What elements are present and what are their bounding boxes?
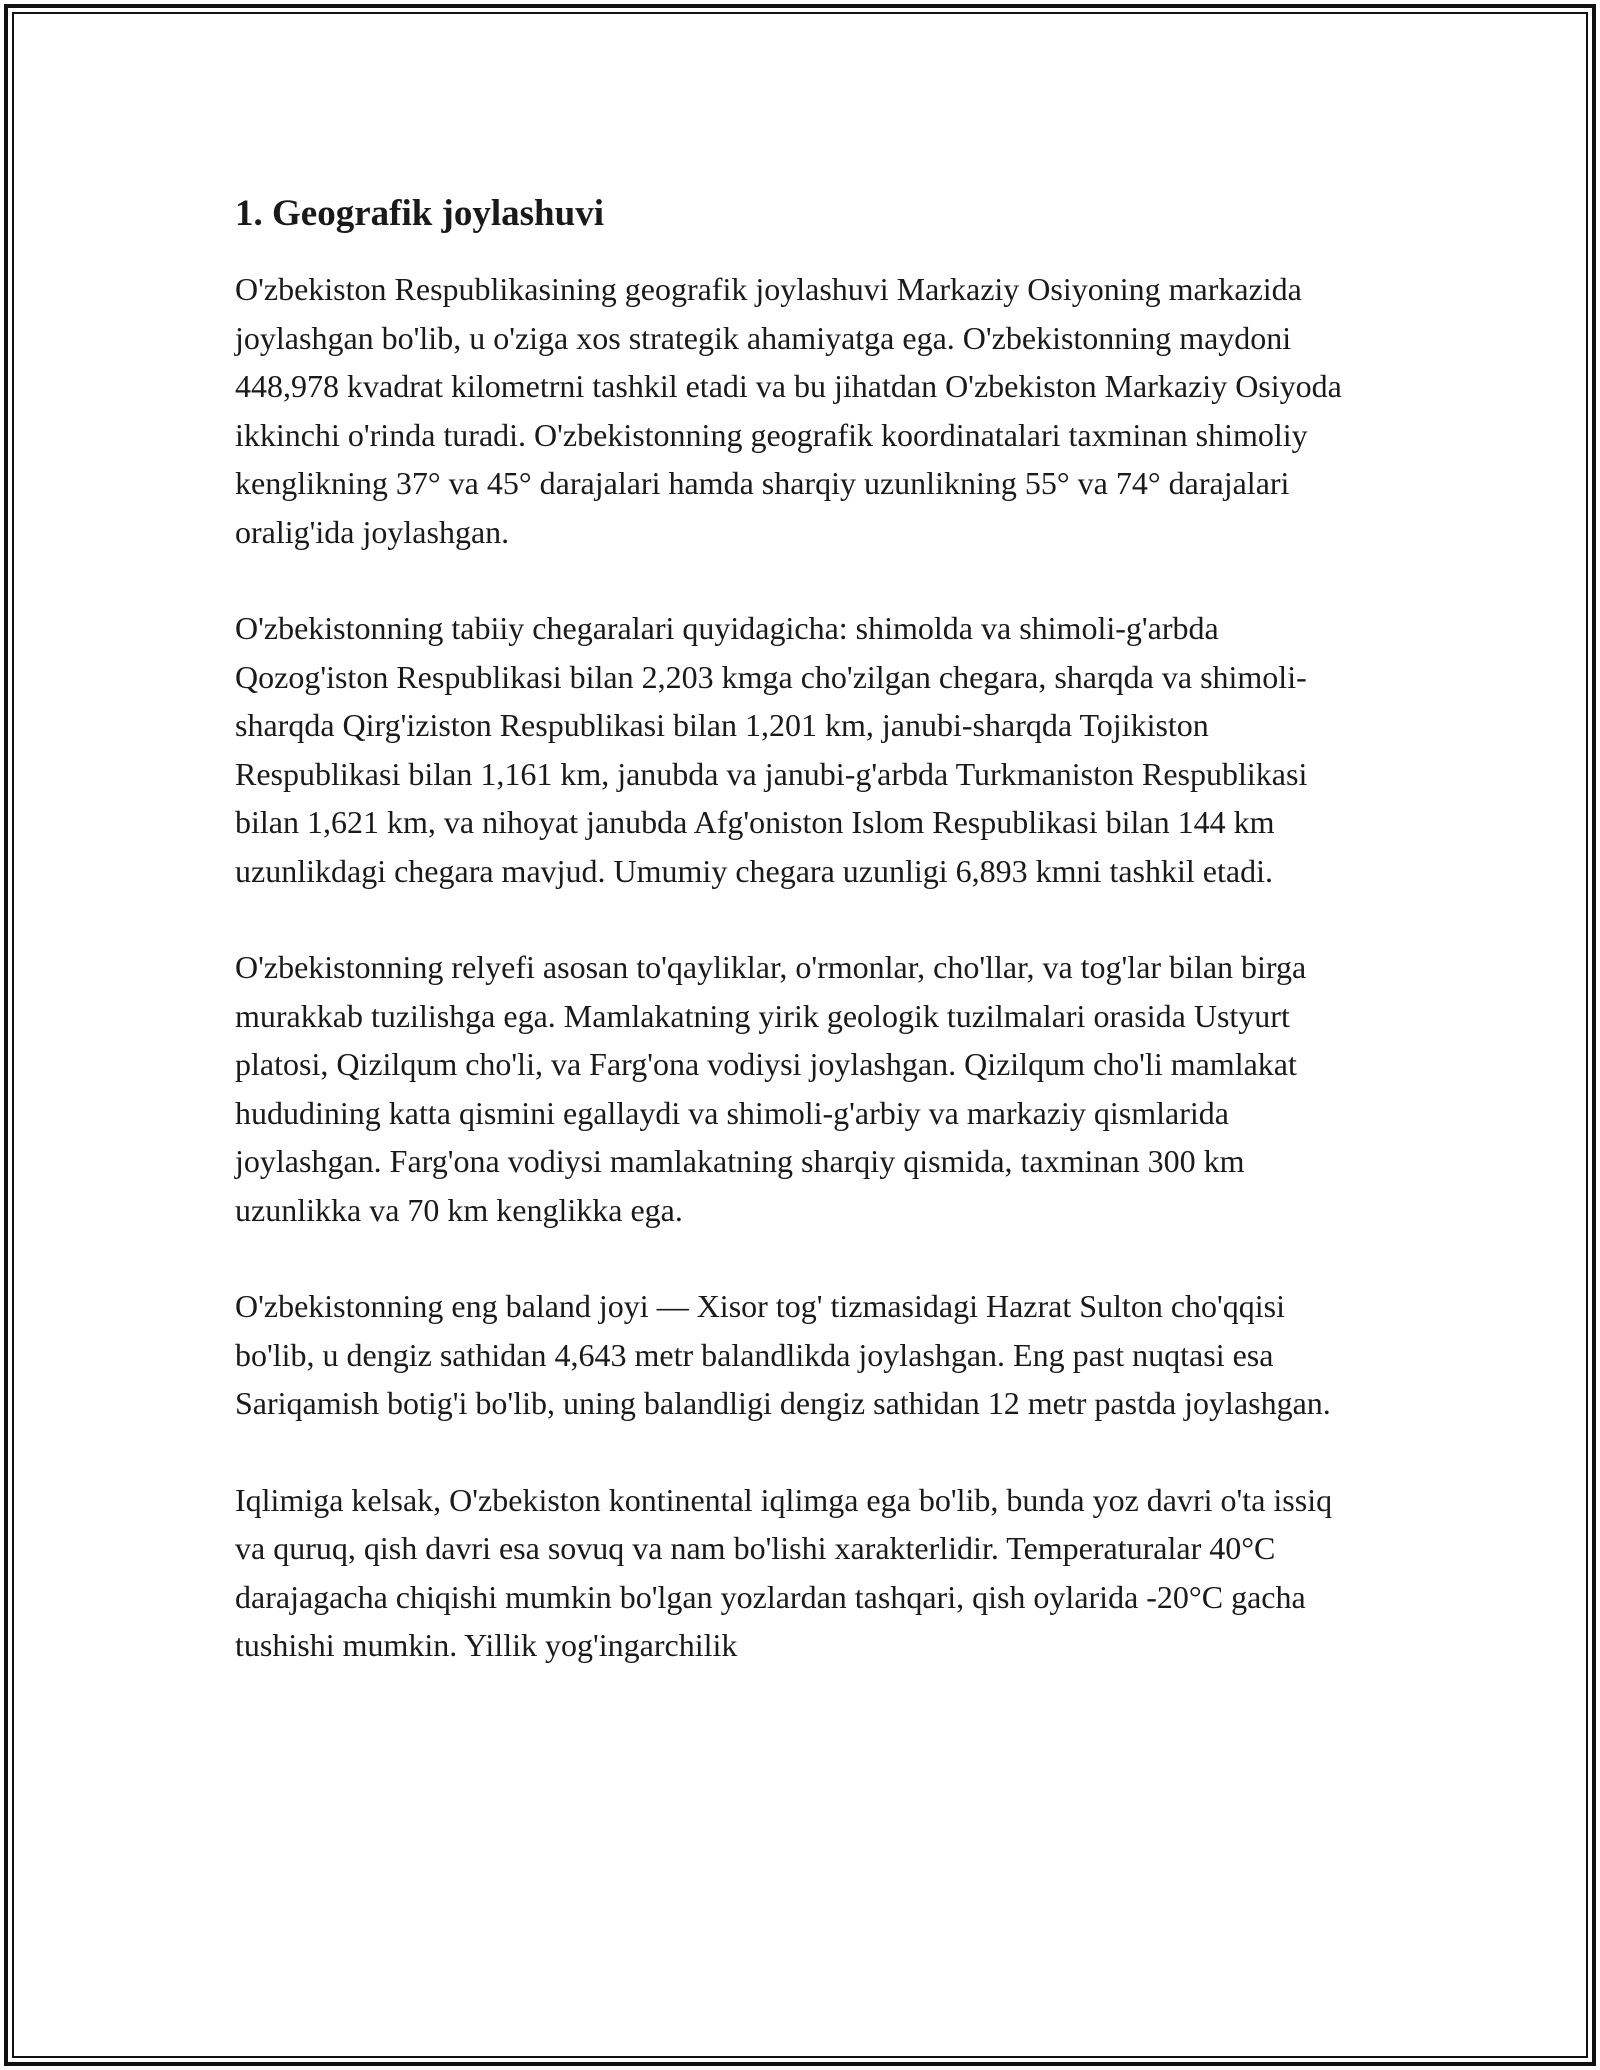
paragraph-location: O'zbekiston Respublikasining geografik joylashuvi Markaziy Osiyoning markazida joylashgan bo'lib, u o'ziga xos strategik ahamiyatga ega. O'zbekistonning maydoni 448,978 kvadrat kilometrni tashkil etadi va bu jihatdan O'zbekiston Markaziy Osiyoda ikkinchi o'rinda turadi. O'zbekistonning geografik koordinatalari taxminan shimoliy kenglikning 37° va 45° darajalari hamda sharqiy uzunlikning 55° va 74° darajalari oralig'ida joylashgan. — [235, 271, 1342, 550]
section-heading: 1. Geografik joylashuvi — [235, 193, 604, 234]
paragraph-elevation: O'zbekistonning eng baland joyi — Xisor tog' tizmasidagi Hazrat Sulton cho'qqisi bo'lib, u dengiz sathidan 4,643 metr balandlikda joylashgan. Eng past nuqtasi esa Sariqamish botig'i bo'lib, uning balandligi dengiz sathidan 12 metr pastda joylashgan. — [235, 1288, 1331, 1421]
document-page — [235, 185, 1370, 1718]
paragraph-relief: O'zbekistonning relyefi asosan to'qayliklar, o'rmonlar, cho'llar, va tog'lar bilan birga murakkab tuzilishga ega. Mamlakatning yirik geologik tuzilmalari orasida Ustyurt platosi, Qizilqum cho'li, va Farg'ona vodiysi joylashgan. Qizilqum cho'li mamlakat hududining katta qismini egallaydi va shimoli-g'arbiy va markaziy qismlarida joylashgan. Farg'ona vodiysi mamlakatning sharqiy qismida, taxminan 300 km uzunlikka va 70 km kenglikka ega. — [235, 949, 1307, 1228]
paragraph-borders: O'zbekistonning tabiiy chegaralari quyidagicha: shimolda va shimoli-g'arbda Qozog'iston Respublikasi bilan 2,203 kmga cho'zilgan chegara, sharqda va shimoli-sharqda Qirg'iziston Respublikasi bilan 1,201 km, janubi-sharqda Tojikiston Respublikasi bilan 1,161 km, janubda va janubi-g'arbda Turkmaniston Respublikasi bilan 1,621 km, va nihoyat janubda Afg'oniston Islom Respublikasi bilan 144 km uzunlikdagi chegara mavjud. Umumiy chegara uzunligi 6,893 kmni tashkil etadi. — [235, 610, 1308, 889]
paragraph-climate: Iqlimiga kelsak, O'zbekiston kontinental iqlimga ega bo'lib, bunda yoz davri o'ta issiq va quruq, qish davri esa sovuq va nam bo'lishi xarakterlidir. Temperaturalar 40°C darajagacha chiqishi mumkin bo'lgan yozlardan tashqari, qish oylarida -20°C gacha tushishi mumkin. Yillik yog'ingarchilik — [235, 1481, 1333, 1663]
